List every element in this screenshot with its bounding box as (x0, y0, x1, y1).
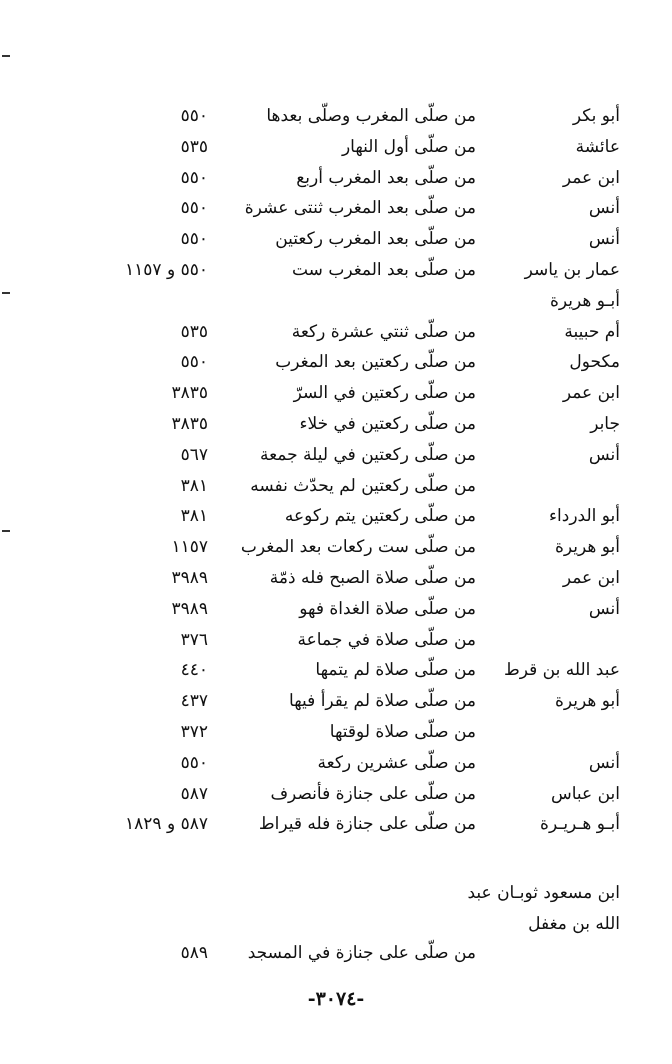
hadith-incipit: من صلّى المغرب وصلّى بعدها (266, 106, 476, 126)
narrator: أبو الدرداء (549, 506, 620, 526)
page-reference: ٣٨٣٥ (171, 383, 208, 403)
index-row (0, 193, 672, 224)
page-reference: ٣٨٣٥ (171, 414, 208, 434)
index-row (0, 563, 672, 594)
index-row (0, 224, 672, 255)
page-reference: ٥٥٠ (180, 352, 208, 372)
page-reference: ٥٨٧ و ١٨٢٩ (125, 814, 208, 834)
index-row (0, 317, 672, 348)
page-reference: ٣٧٢ (180, 722, 208, 742)
page-reference: ٥٥٠ (180, 168, 208, 188)
narrator: عائشة (575, 137, 620, 157)
hadith-incipit: من صلّى بعد المغرب ركعتين (275, 229, 476, 249)
index-row (0, 501, 672, 532)
hadith-incipit: من صلّى بعد المغرب أربع (296, 168, 476, 188)
hadith-incipit: من صلّى صلاة الصبح فله ذمّة (269, 568, 476, 588)
index-row (0, 532, 672, 563)
index-row (0, 101, 672, 132)
hadith-incipit: من صلّى ركعتين بعد المغرب (275, 352, 476, 372)
narrator: أبو هريرة (554, 691, 620, 711)
hadith-incipit: من صلّى صلاة لوقتها (329, 722, 476, 742)
hadith-incipit: من صلّى بعد المغرب ست (291, 260, 476, 280)
page-reference: ٥٥٠ (180, 229, 208, 249)
narrator: مكحول (569, 352, 620, 372)
index-row (0, 748, 672, 779)
hadith-incipit: من صلّى بعد المغرب ثنتى عشرة (244, 198, 476, 218)
narrator: أبو هريرة (554, 537, 620, 557)
page-reference: ١١٥٧ (171, 537, 208, 557)
index-row (0, 255, 672, 286)
page-reference: ٣٩٨٩ (171, 568, 208, 588)
page-reference: ٥٦٧ (180, 445, 208, 465)
margin-mark (2, 55, 10, 57)
narrator: أبـو هـريـرة (540, 814, 620, 834)
narrator: أنس (588, 599, 620, 619)
index-row (0, 625, 672, 656)
page-reference: ٥٨٩ (180, 943, 208, 963)
page-reference: ٥٥٠ (180, 198, 208, 218)
page-number: -٣٠٧٤- (307, 988, 365, 1010)
hadith-incipit: من صلّى أول النهار (341, 137, 476, 157)
page-reference: ٤٤٠ (180, 660, 208, 680)
page-reference: ٥٥٠ و ١١٥٧ (125, 260, 208, 280)
index-row (0, 809, 672, 840)
narrator: عبد الله بن قرط (504, 660, 620, 680)
narrator: أنس (588, 198, 620, 218)
page-reference: ٤٣٧ (180, 691, 208, 711)
page-reference: ٣٨١ (180, 506, 208, 526)
narrator: ابن عباس (550, 784, 620, 804)
index-row (0, 686, 672, 717)
narrator: أنس (588, 445, 620, 465)
page-reference: ٥٨٧ (180, 784, 208, 804)
hadith-incipit: من صلّى ركعتين لم يحدّث نفسه (250, 476, 476, 496)
page-reference: ٥٥٠ (180, 753, 208, 773)
index-row (0, 471, 672, 502)
narrator: الله بن مغفل (528, 914, 620, 934)
hadith-incipit: من صلّى صلاة في جماعة (297, 630, 476, 650)
hadith-incipit: من صلّى ركعتين يتم ركوعه (284, 506, 476, 526)
page-reference: ٣٨١ (180, 476, 208, 496)
page-reference: ٥٣٥ (180, 137, 208, 157)
hadith-incipit: من صلّى على جنازة فأنصرف (270, 784, 476, 804)
hadith-incipit: من صلّى ثنتي عشرة ركعة (291, 322, 476, 342)
index-row (0, 779, 672, 810)
narrator: أنس (588, 229, 620, 249)
index-row (0, 378, 672, 409)
index-row (0, 594, 672, 625)
hadith-incipit: من صلّى على جنازة فله قيراط (258, 814, 476, 834)
index-row (0, 163, 672, 194)
hadith-incipit: من صلّى ركعتين في السرّ (293, 383, 476, 403)
narrator: ابن مسعود ثوبـان عبد (467, 883, 620, 903)
narrator: ابن عمر (562, 383, 620, 403)
narrator: أم حبيبة (564, 322, 620, 342)
page-reference: ٥٥٠ (180, 106, 208, 126)
page-reference: ٥٣٥ (180, 322, 208, 342)
hadith-incipit: من صلّى ركعتين في خلاء (299, 414, 476, 434)
narrator: أبـو هريرة (550, 291, 620, 311)
index-row (0, 347, 672, 378)
hadith-incipit: من صلّى صلاة لم يقرأ فيها (289, 691, 476, 711)
index-row (0, 409, 672, 440)
page-reference: ٣٩٨٩ (171, 599, 208, 619)
index-row (0, 440, 672, 471)
narrator: ابن عمر (562, 168, 620, 188)
index-row (0, 655, 672, 686)
index-row (0, 286, 672, 317)
hadith-incipit: من صلّى ست ركعات بعد المغرب (240, 537, 476, 557)
index-row (0, 938, 672, 969)
extra-narrator-row (0, 878, 672, 909)
narrator: أنس (588, 753, 620, 773)
narrator: ابن عمر (562, 568, 620, 588)
hadith-incipit: من صلّى عشرين ركعة (317, 753, 476, 773)
hadith-incipit: من صلّى ركعتين في ليلة جمعة (259, 445, 476, 465)
hadith-incipit: من صلّى صلاة الغداة فهو (299, 599, 476, 619)
index-row (0, 717, 672, 748)
hadith-incipit: من صلّى على جنازة في المسجد (247, 943, 476, 963)
narrator: أبو بكر (572, 106, 620, 126)
page-reference: ٣٧٦ (180, 630, 208, 650)
extra-narrator-row (0, 909, 672, 940)
index-row (0, 132, 672, 163)
narrator: عمار بن ياسر (524, 260, 620, 280)
narrator: جابر (590, 414, 620, 434)
hadith-incipit: من صلّى صلاة لم يتمها (315, 660, 476, 680)
